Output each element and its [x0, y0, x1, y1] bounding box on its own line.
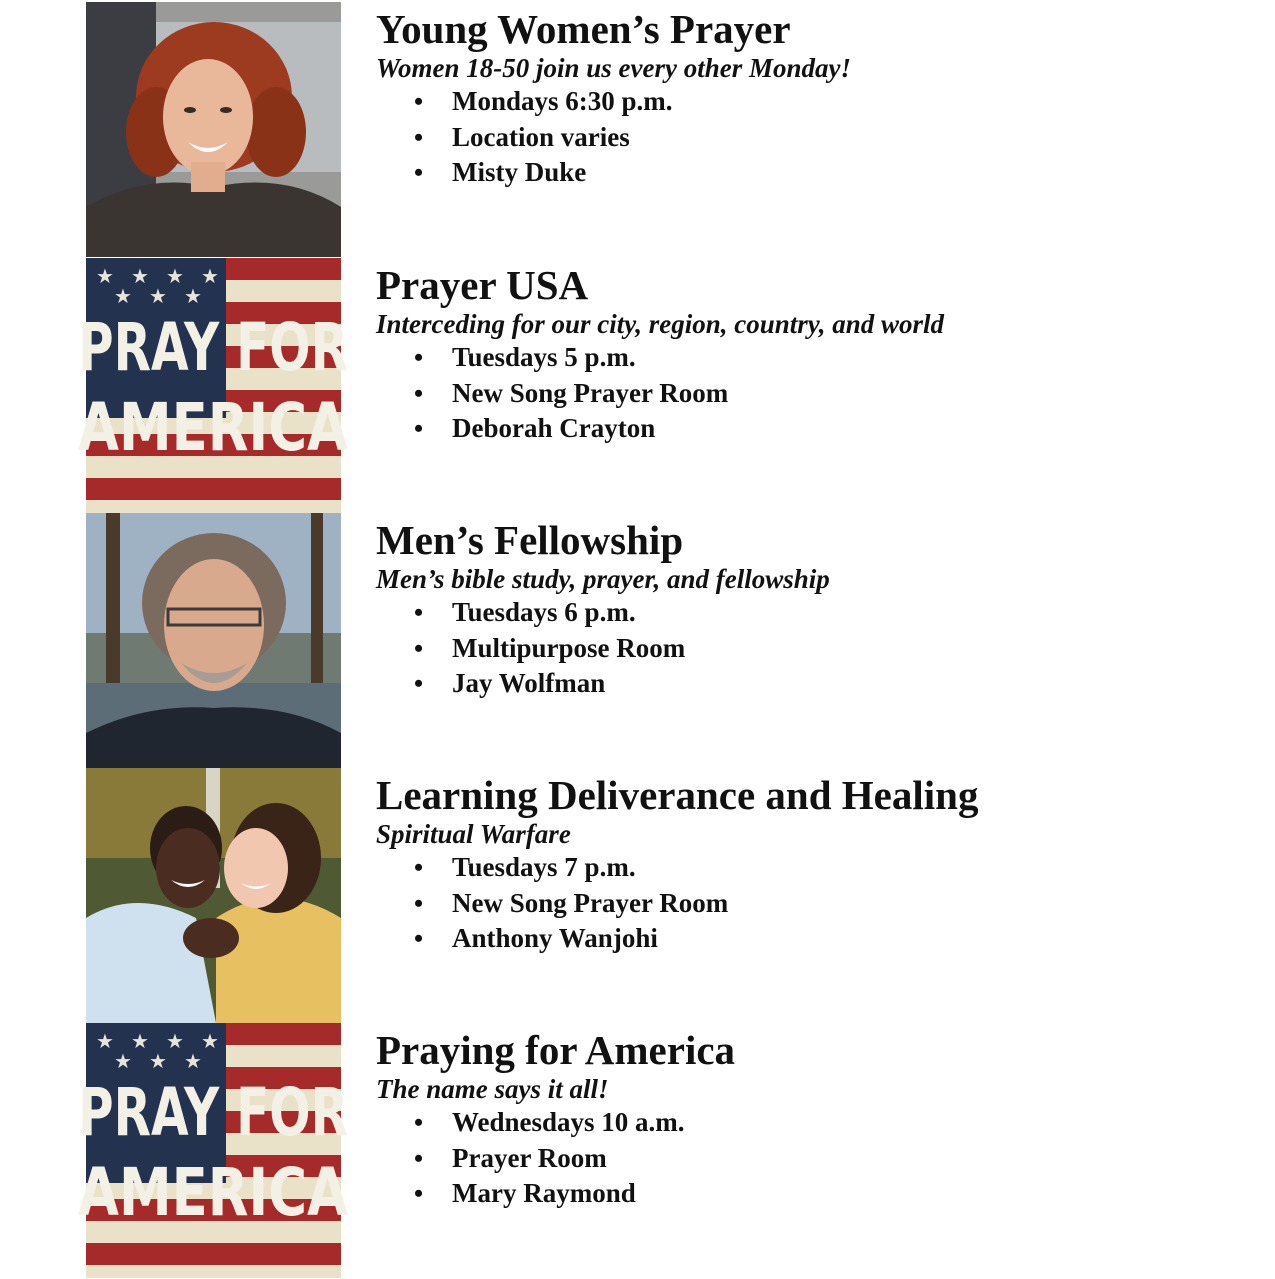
event-location: • New Song Prayer Room [452, 886, 978, 922]
leader-photo [86, 2, 341, 257]
image-text-line: PRAY FOR [78, 309, 348, 386]
pray-for-america-graphic [78, 258, 348, 513]
event-leader: • Anthony Wanjohi [452, 921, 978, 957]
event-entry [86, 768, 1236, 1024]
event-tagline: Interceding for our city, region, country, and world [376, 309, 945, 339]
image-text-line: PRAY FOR [78, 1074, 348, 1151]
svg-text:★: ★ [114, 1049, 132, 1073]
event-tagline: Men’s bible study, prayer, and fellowship [376, 564, 830, 594]
svg-text:★: ★ [184, 1049, 202, 1073]
event-schedule: • Tuesdays 5 p.m. [452, 340, 944, 376]
svg-text:★: ★ [149, 284, 167, 308]
event-location: • Multipurpose Room [452, 631, 830, 667]
event-schedule: • Mondays 6:30 p.m. [452, 84, 851, 120]
event-title: Learning Deliverance and Healing [376, 772, 979, 818]
event-schedule: • Tuesdays 6 p.m. [452, 595, 830, 631]
event-location: • Prayer Room [452, 1141, 735, 1177]
event-leader: • Deborah Crayton [452, 411, 944, 447]
event-details-list [376, 1105, 735, 1212]
event-schedule: • Wednesdays 10 a.m. [452, 1105, 735, 1141]
leader-photo [86, 513, 341, 768]
svg-text:★: ★ [149, 1049, 167, 1073]
event-title: Praying for America [376, 1027, 736, 1073]
event-location: • New Song Prayer Room [452, 376, 944, 412]
event-entry [78, 258, 1236, 514]
flag-graphic-image [78, 258, 348, 513]
image-text-line: AMERICA [78, 389, 348, 466]
event-leader: • Jay Wolfman [452, 666, 830, 702]
svg-text:★: ★ [131, 1029, 149, 1053]
woman-portrait-image [86, 2, 341, 257]
svg-text:★: ★ [131, 264, 149, 288]
event-title: Prayer USA [376, 262, 589, 308]
event-details-list [376, 84, 851, 191]
event-tagline: Spiritual Warfare [376, 819, 571, 849]
event-details-list [376, 595, 830, 702]
event-tagline: Women 18-50 join us every other Monday! [376, 53, 852, 83]
event-entry [86, 2, 1236, 258]
pray-for-america-graphic [78, 1023, 348, 1278]
event-entry [86, 513, 1236, 769]
event-details-list [376, 850, 978, 957]
event-tagline: The name says it all! [376, 1074, 609, 1104]
event-details-list [376, 340, 944, 447]
leader-photo [86, 768, 341, 1023]
event-leader: • Mary Raymond [452, 1176, 735, 1212]
svg-text:★: ★ [96, 264, 114, 288]
man-portrait-image [86, 513, 341, 768]
event-location: • Location varies [452, 120, 851, 156]
event-title: Men’s Fellowship [376, 517, 684, 563]
svg-text:★: ★ [96, 1029, 114, 1053]
event-schedule: • Tuesdays 7 p.m. [452, 850, 978, 886]
event-leader: • Misty Duke [452, 155, 851, 191]
svg-text:★: ★ [201, 264, 219, 288]
svg-text:★: ★ [114, 284, 132, 308]
event-title: Young Women’s Prayer [376, 6, 791, 52]
svg-text:★: ★ [184, 284, 202, 308]
svg-text:★: ★ [201, 1029, 219, 1053]
flag-graphic-image [78, 1023, 348, 1278]
svg-text:★: ★ [166, 1029, 184, 1053]
svg-text:★: ★ [166, 264, 184, 288]
couple-portrait-image [86, 768, 341, 1023]
image-text-line: AMERICA [78, 1154, 348, 1231]
event-entry [78, 1023, 1236, 1279]
